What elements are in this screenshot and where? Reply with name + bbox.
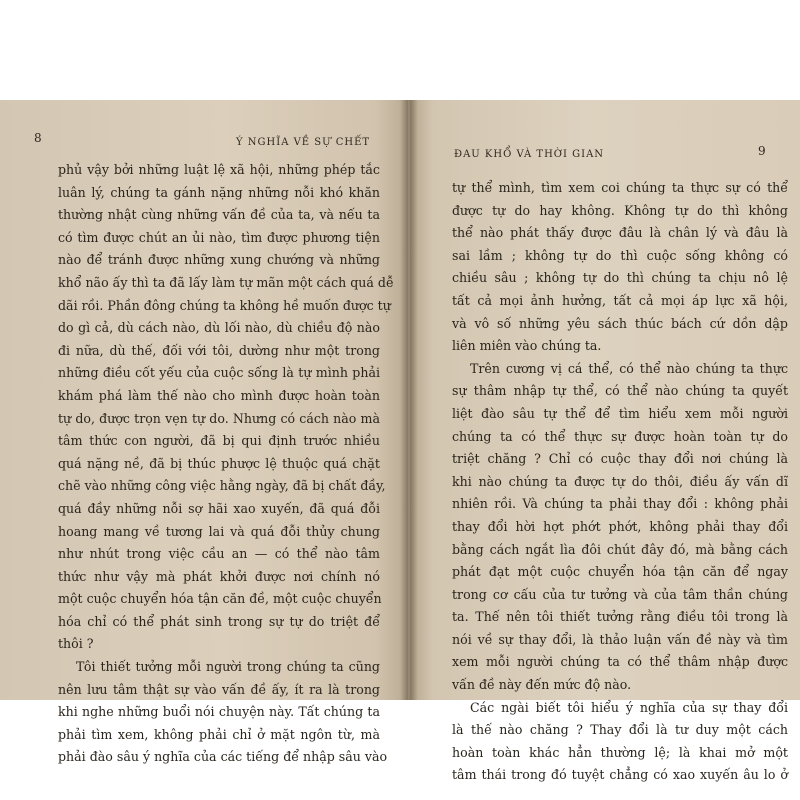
book-gutter bbox=[400, 100, 418, 700]
text-line: khám phá làm thế nào cho mình được hoàn toàn bbox=[58, 387, 380, 403]
text-line: dãi rồi. Phần đông chúng ta không hề muốn được tự bbox=[58, 297, 391, 313]
text-line: như nhút trong việc cầu an — có thể nào tâm bbox=[58, 546, 380, 562]
text-line: hóa chỉ có thể phát sinh trong sự tự do triệt để bbox=[58, 613, 380, 629]
text-line: ta. Thế nên tôi thiết tưởng rằng điều tôi trong là bbox=[452, 609, 788, 625]
text-line: Trên cương vị cá thể, có thể nào chúng ta thực bbox=[470, 360, 788, 376]
text-line: liệt đào sâu tự thể để tìm hiểu xem mỗi người bbox=[452, 405, 788, 421]
text-line: bằng cách ngắt lìa đôi chút đây đó, mà bằng cách bbox=[452, 541, 788, 557]
left-page-text bbox=[58, 159, 394, 769]
right-page-text bbox=[452, 177, 788, 787]
text-line: thể nào phát thấy được đâu là chân lý và đâu là bbox=[452, 225, 788, 241]
text-line: tất cả mọi ảnh hưởng, tất cả mọi áp lực xã hội, bbox=[452, 292, 788, 308]
text-line: khi nào chúng ta được tự do thôi, điều ấy vấn dĩ bbox=[452, 473, 788, 489]
text-line: thức như vậy mà phát khởi được nơi chính nó bbox=[58, 568, 380, 584]
right-page bbox=[410, 100, 800, 783]
text-line: nào để tránh được những xung chướng và những bbox=[58, 252, 380, 268]
text-line: tự thể mình, tìm xem coi chúng ta thực sự có thể bbox=[452, 180, 788, 195]
text-line: sai lầm ; không tự do thì cuộc sống không có bbox=[452, 247, 788, 263]
text-line: chúng ta có thể thực sự được hoàn toàn tự do bbox=[452, 428, 788, 444]
text-line: Các ngài biết tôi hiểu ý nghĩa của sự thay đổi bbox=[470, 699, 788, 715]
text-line: một cuộc chuyển hóa tận căn đề, một cuộc chuyển bbox=[58, 591, 382, 607]
text-line: thường nhật cùng những vấn đề của ta, và nếu ta bbox=[58, 207, 380, 223]
text-line: chiều sâu ; không tự do thì chúng ta chịu nô lệ bbox=[452, 270, 788, 286]
text-line: thay đổi hời hợt phớt phớt, không phải thay đổi bbox=[452, 518, 788, 534]
text-line: quá đầy những nỗi sợ hãi xao xuyến, đã quá đỗi bbox=[58, 500, 380, 516]
text-line: do gì cả, dù cách nào, dù lối nào, dù chiều độ nào bbox=[58, 320, 380, 336]
text-line: chẽ vào những công việc hằng ngày, đã bị chất đầy, bbox=[58, 478, 386, 494]
text-line: là thế nào chăng ? Thay đổi là tư duy một cách bbox=[452, 722, 788, 738]
text-line: có tìm được chút an ủi nào, tìm được phương tiện bbox=[58, 229, 380, 245]
text-line: được tự do hay không. Không tự do thì không bbox=[452, 202, 788, 218]
right-running-head: ĐAU KHỔ VÀ THỜI GIAN bbox=[454, 149, 605, 160]
text-line: khổ não ấy thì ta đã lấy làm tự mãn một cách quá dễ bbox=[58, 274, 394, 290]
text-line: những điều cốt yếu của cuộc sống là tự mình phải bbox=[58, 365, 380, 381]
text-line: khi nghe những buổi nói chuyện này. Tất chúng ta bbox=[58, 704, 380, 720]
text-line: nên lưu tâm thật sự vào vấn đề ấy, ít ra là trong bbox=[58, 681, 380, 697]
text-line: nói về sự thay đổi, là thảo luận vấn đề này và tìm bbox=[452, 631, 788, 647]
text-line: liên miên vào chúng ta. bbox=[452, 338, 602, 354]
text-line: trong cơ cấu của tư tưởng và của tâm thần chúng bbox=[452, 586, 788, 602]
text-line: tự do, được trọn vẹn tự do. Nhưng có cách nào mà bbox=[58, 410, 380, 426]
text-line: sự thâm nhập tự thể, có thể nào chúng ta quyết bbox=[452, 383, 788, 399]
book-photo bbox=[0, 100, 800, 783]
text-line: hoàn toàn khác hẳn thường lệ; là khai mở một bbox=[452, 744, 788, 760]
left-page bbox=[0, 100, 408, 765]
text-line: vấn đề này đến mức độ nào. bbox=[452, 677, 632, 693]
text-line: tâm thái trong đó tuyệt chẳng có xao xuyến âu lo ở bbox=[452, 767, 788, 783]
text-line: phải đào sâu ý nghĩa của các tiếng để nhập sâu vào bbox=[58, 749, 388, 765]
text-line: xem mỗi người chúng ta có thể thâm nhập được bbox=[452, 654, 788, 670]
text-line: phát đạt một cuộc chuyển hóa tận căn để ngay bbox=[452, 564, 788, 580]
left-page-number: 8 bbox=[34, 131, 42, 145]
text-line: và vô số những yêu sách thúc bách cứ dồn dập bbox=[452, 315, 788, 331]
text-line: Tôi thiết tưởng mỗi người trong chúng ta cũng bbox=[76, 659, 380, 675]
text-line: tâm thức con người, đã bị qui định trước nhiều bbox=[58, 433, 380, 449]
text-line: quá nặng nề, đã bị thúc phược lệ thuộc quá chặt bbox=[58, 455, 380, 471]
text-line: nhiên rồi. Và chúng ta phải thay đổi : không phải bbox=[452, 496, 788, 512]
text-line: hoang mang về tương lai và quá đỗi thủy chung bbox=[58, 523, 380, 539]
left-running-head: Ý NGHĨA VỀ SỰ CHẾT bbox=[236, 137, 371, 148]
right-page-number: 9 bbox=[758, 144, 766, 158]
text-line: triệt chăng ? Chỉ có cuộc thay đổi nơi chúng là bbox=[452, 451, 788, 467]
text-line: phải tìm xem, không phải chỉ ở mặt ngôn từ, mà bbox=[58, 726, 380, 742]
text-line: luân lý, chúng ta gánh nặng những nỗi khó khăn bbox=[58, 184, 380, 200]
text-line: thôi ? bbox=[58, 636, 94, 652]
text-line: đi nữa, dù thế, đối với tôi, dường như một trong bbox=[58, 342, 380, 358]
text-line: phủ vậy bởi những luật lệ xã hội, những phép tắc bbox=[58, 162, 380, 177]
